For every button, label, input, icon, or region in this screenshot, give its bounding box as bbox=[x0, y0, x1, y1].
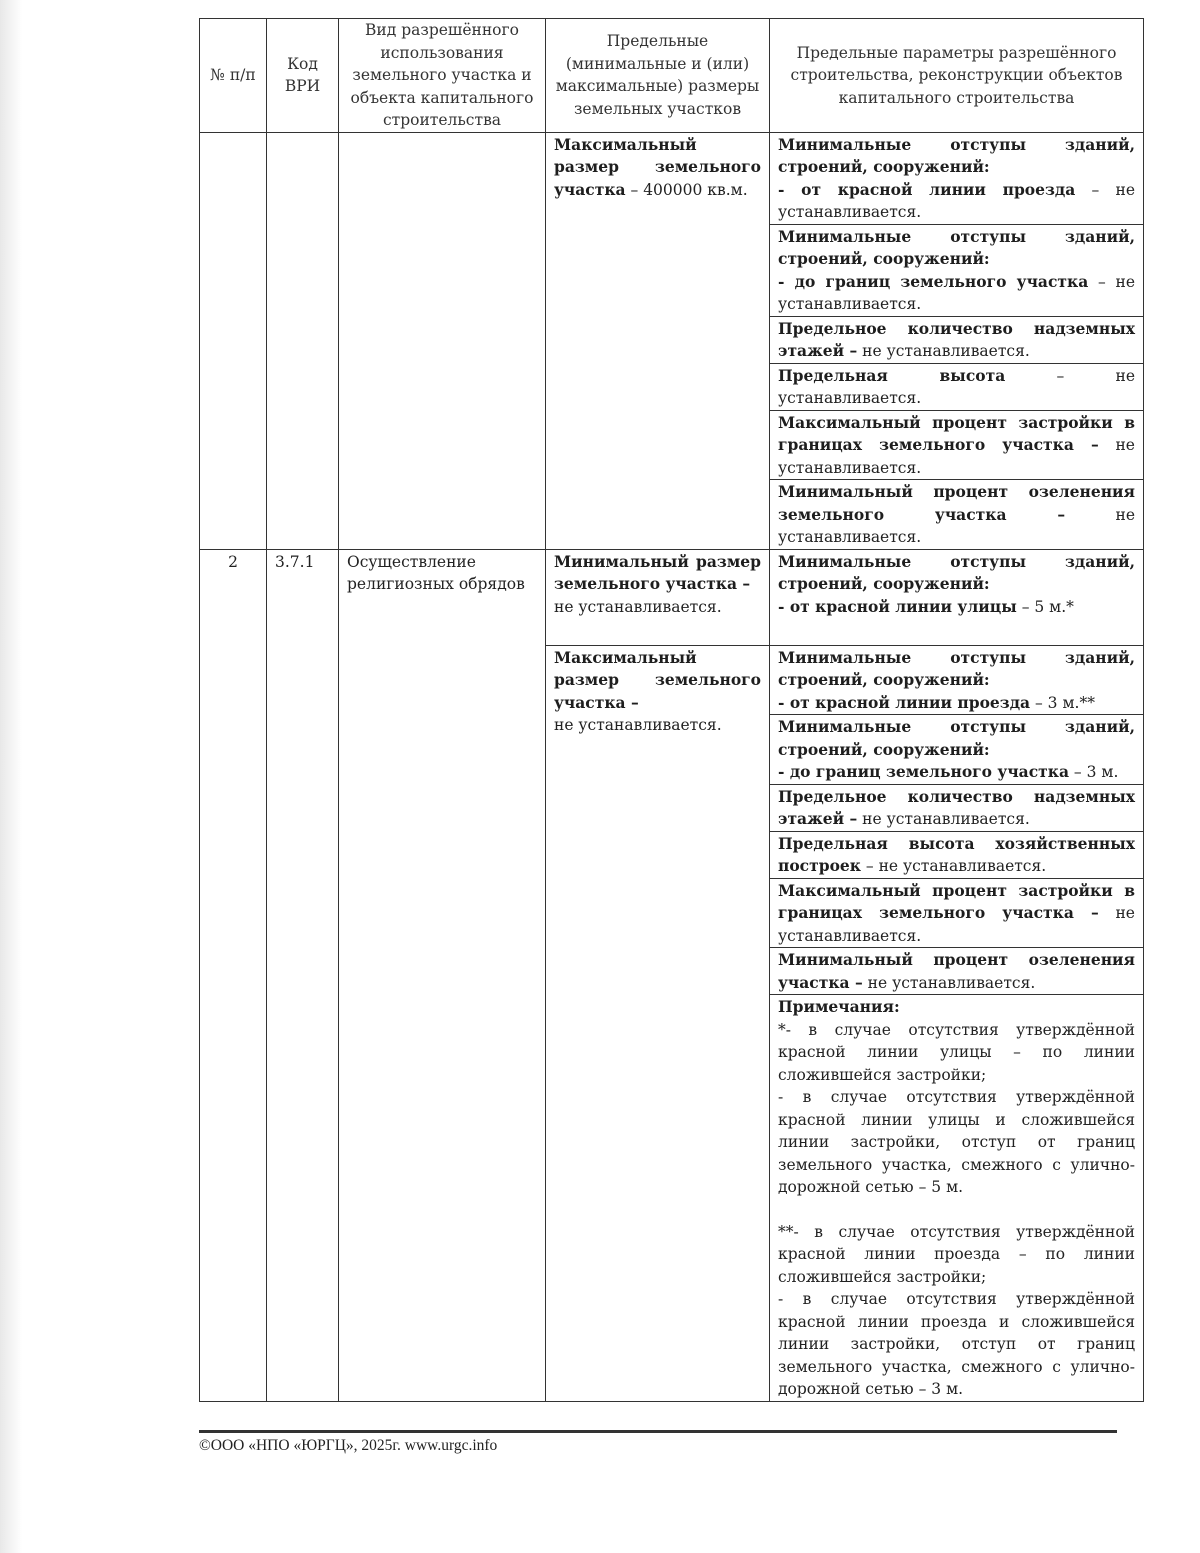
table-row bbox=[200, 132, 1144, 224]
row2-param-setback-road: Минимальные отступы зданий, строений, сооружений: - от красной линии проезда – 3 м.** bbox=[770, 645, 1144, 715]
row1-param-greening: Минимальный процент озеленения земельного участка – не устанавливается. bbox=[770, 480, 1144, 550]
footer-divider bbox=[199, 1430, 1117, 1433]
note-2b: - в случае отсутствия утверждённой красной линии проезда и сложившейся линии застройки, отступ от границ земельного участка, смежного с улично-дорожной сетью – 3 м. bbox=[778, 1290, 1135, 1398]
table-row bbox=[200, 549, 1144, 645]
row2-use: Осуществление религиозных обрядов bbox=[339, 549, 546, 1401]
row2-notes bbox=[770, 995, 1144, 1402]
page-edge-shadow bbox=[0, 0, 22, 1553]
footer-copyright: ©ООО «НПО «ЮРГЦ», 2025г. www.urgc.info bbox=[199, 1437, 498, 1454]
header-code: Код ВРИ bbox=[267, 19, 339, 133]
notes-spacer bbox=[778, 1199, 1135, 1221]
row1-param-setback-road: Минимальные отступы зданий, строений, сооружений: - от красной линии проезда – не устанавливается. bbox=[770, 132, 1144, 224]
row2-param-floors: Предельное количество надземных этажей – не устанавливается. bbox=[770, 784, 1144, 831]
note-1a: *- в случае отсутствия утверждённой красной линии улицы – по линии сложившейся застройки; bbox=[778, 1020, 1135, 1084]
header-plot-size: Предельные (минимальные и (или) максимальные) размеры земельных участков bbox=[546, 19, 770, 133]
row2-param-greening: Минимальный процент озеленения участка – не устанавливается. bbox=[770, 948, 1144, 995]
row2-size-min: Минимальный размер земельного участка – не устанавливается. bbox=[546, 549, 770, 645]
row1-number-cell bbox=[200, 132, 267, 549]
notes-title: Примечания: bbox=[778, 997, 900, 1016]
row2-code: 3.7.1 bbox=[267, 549, 339, 1401]
header-number: № п/п bbox=[200, 19, 267, 133]
row1-param-coverage: Максимальный процент застройки в границах земельного участка – не устанавливается. bbox=[770, 410, 1144, 480]
size-max-label: Максимальный размер земельного участка bbox=[554, 134, 761, 199]
row2-size-max: Максимальный размер земельного участка – не устанавливается. bbox=[546, 645, 770, 1401]
header-use-type: Вид разрешённого использования земельного участка и объекта капитального строительства bbox=[339, 19, 546, 133]
header-parameters: Предельные параметры разрешённого строительства, реконструкции объектов капитального строительства bbox=[770, 19, 1144, 133]
regulations-table bbox=[199, 18, 1144, 1402]
row2-param-coverage: Максимальный процент застройки в границах земельного участка – не устанавливается. bbox=[770, 878, 1144, 948]
row1-size-max: Максимальный размер земельного участка – 400000 кв.м. bbox=[546, 132, 770, 549]
row1-param-setback-border: Минимальные отступы зданий, строений, сооружений: - до границ земельного участка – не устанавливается. bbox=[770, 224, 1144, 316]
row2-number: 2 bbox=[200, 549, 267, 1401]
note-2a: **- в случае отсутствия утверждённой красной линии проезда – по линии сложившейся застройки; bbox=[778, 1222, 1135, 1286]
row1-code-cell bbox=[267, 132, 339, 549]
row2-param-setback-street: Минимальные отступы зданий, строений, сооружений: - от красной линии улицы – 5 м.* bbox=[770, 549, 1144, 645]
note-1b: - в случае отсутствия утверждённой красной линии улицы и сложившейся линии застройки, отступ от границ земельного участка, смежного с улично-дорожной сетью – 5 м. bbox=[778, 1088, 1135, 1196]
row2-param-height: Предельная высота хозяйственных построек – не устанавливается. bbox=[770, 831, 1144, 878]
row1-use-cell bbox=[339, 132, 546, 549]
table-header-row bbox=[200, 19, 1144, 133]
row1-param-height: Предельная высота – не устанавливается. bbox=[770, 363, 1144, 410]
row1-param-floors: Предельное количество надземных этажей – не устанавливается. bbox=[770, 316, 1144, 363]
row2-param-setback-border: Минимальные отступы зданий, строений, сооружений: - до границ земельного участка – 3 м. bbox=[770, 715, 1144, 785]
